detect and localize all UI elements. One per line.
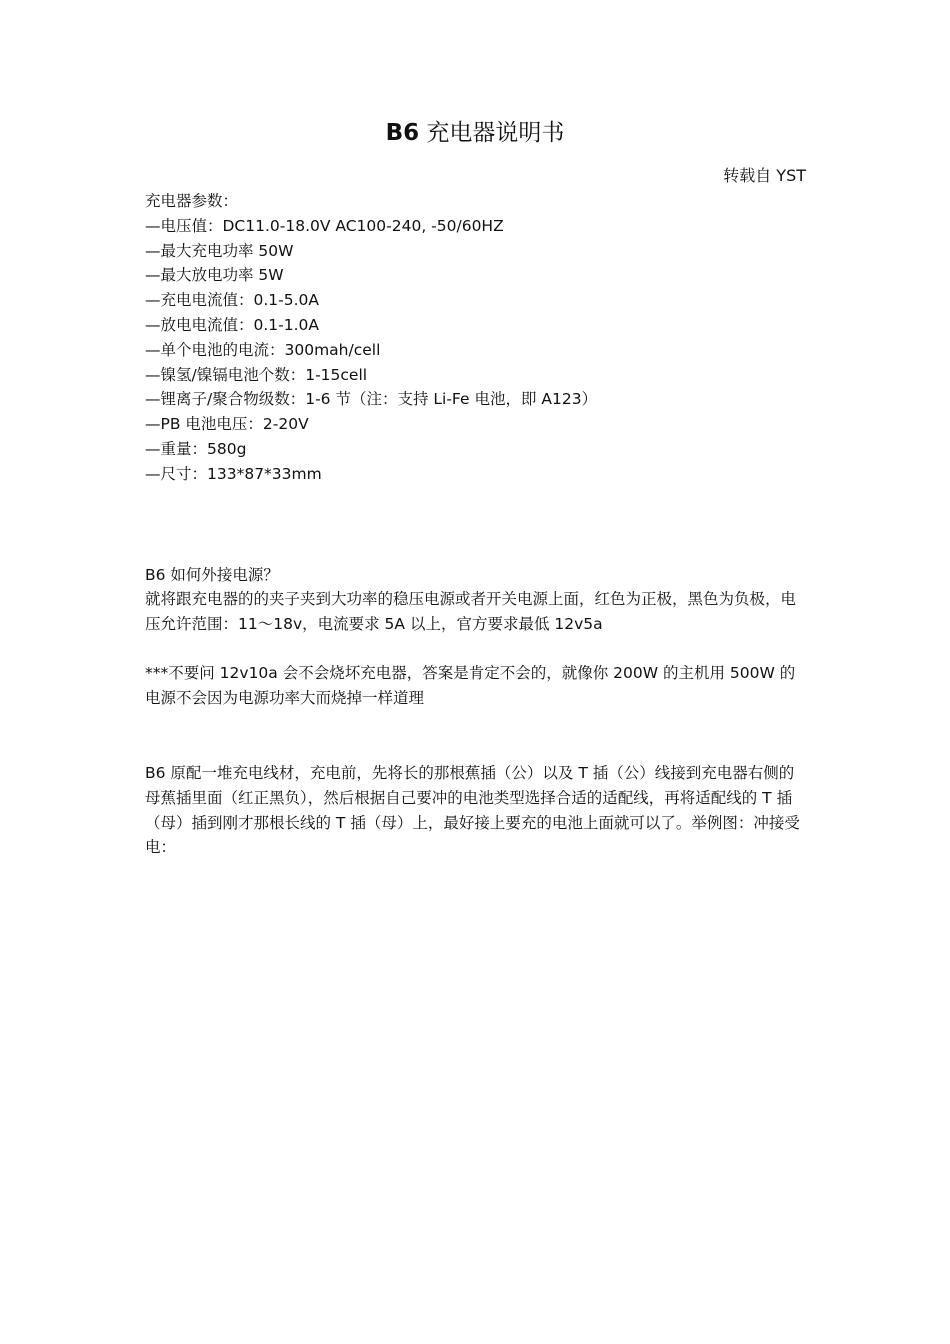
specs-section	[145, 189, 807, 487]
power-question: B6 如何外接电源？	[145, 566, 279, 584]
title-text: 充电器说明书	[419, 120, 565, 146]
spec-item: —单个电池的电流：300mah/cell	[145, 340, 381, 359]
cables-instructions: B6 原配一堆充电线材，充电前，先将长的那根蕉插（公）以及 T 插（公）线接到充电器右侧的母蕉插里面（红正黑负），然后根据自己要冲的电池类型选择合适的适配线，再将适配线的 T 插（母）插到刚才那根长线的 T 插（母）上，最好接上要充的电池上面就可以了。举例图：冲接受电：	[145, 764, 800, 857]
page-title	[0, 118, 950, 148]
spec-item: —充电电流值：0.1-5.0A	[145, 291, 319, 310]
source-credit: 转载自 YST	[723, 166, 806, 185]
spec-item: —重量：580g	[145, 439, 247, 458]
spec-item: —最大放电功率 5W	[145, 266, 284, 285]
spec-item: —锂离子/聚合物级数：1-6 节（注：支持 Li-Fe 电池，即 A123）	[145, 390, 598, 409]
spec-item: —尺寸：133*87*33mm	[145, 464, 322, 483]
spec-item: —放电电流值：0.1-1.0A	[145, 315, 319, 334]
spec-item: —PB 电池电压：2-20V	[145, 415, 309, 434]
spec-item: —镍氢/镍镉电池个数：1-15cell	[145, 365, 368, 384]
title-model: B6	[385, 120, 420, 146]
spec-item: —最大充电功率 50W	[145, 241, 294, 260]
specs-heading: 充电器参数：	[145, 192, 239, 210]
power-note: ***不要问 12v10a 会不会烧坏充电器，答案是肯定不会的，就像你 200W 的主机用 500W 的电源不会因为电源功率大而烧掉一样道理	[145, 664, 796, 707]
spec-item: —电压值：DC11.0-18.0V AC100-240, -50/60HZ	[145, 216, 504, 235]
power-answer: 就将跟充电器的的夹子夹到大功率的稳压电源或者开关电源上面，红色为正极，黑色为负极，电压允许范围：11～18v，电流要求 5A 以上，官方要求最低 12v5a	[145, 590, 797, 633]
